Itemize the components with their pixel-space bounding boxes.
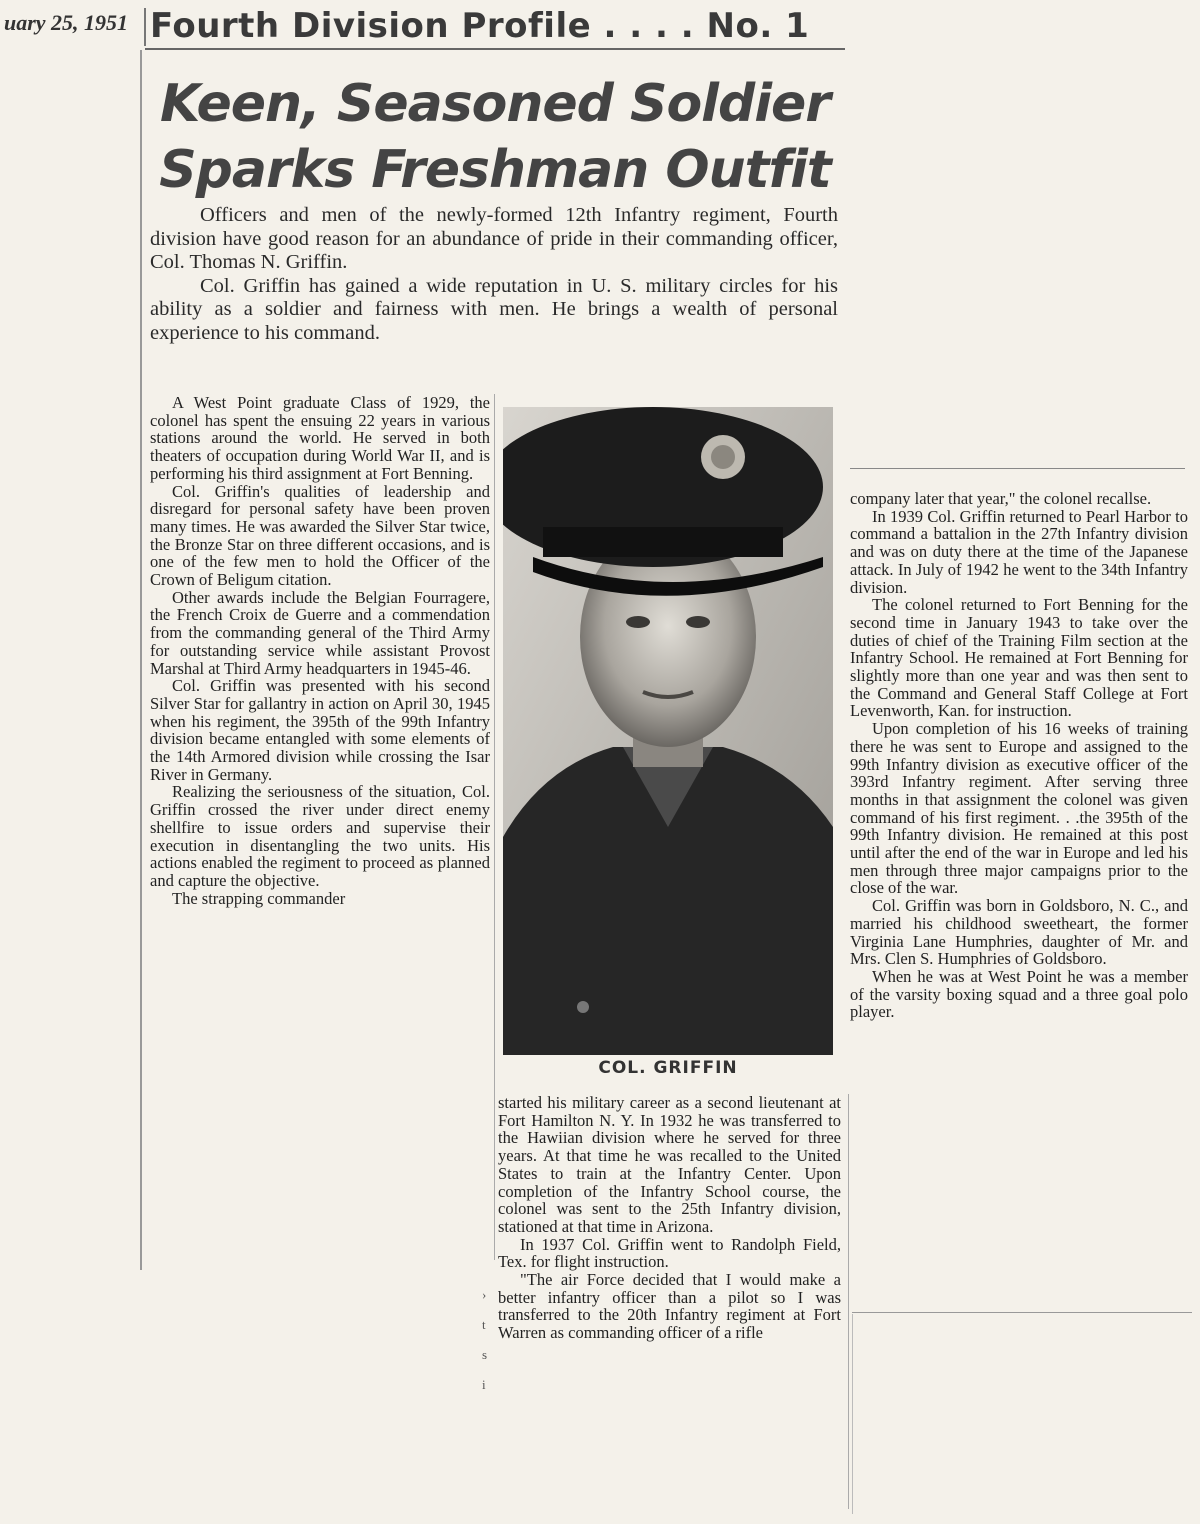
- headline-line-1: Keen, Seasoned Soldier: [160, 74, 830, 134]
- col2-paragraph: started his military career as a second lieutenant at Fort Hamilton N. Y. In 1932 he was transferred to the Hawiian division where he served for three years. At that time he was recalled to the United States to train at the Infantry Center. Upon completion of the Infantry School course, the colonel was sent to the 25th Infantry division, stationed at that time in Arizona.: [498, 1093, 841, 1236]
- dateline: uary 25, 1951: [4, 10, 129, 35]
- col3-paragraph: Upon completion of his 16 weeks of training there he was sent to Europe and assigned to the 99th Infantry division as executive officer of the 393rd Infantry regiment. After serving three months in that assignment the colonel was given command of his first regiment. . .the 395th of the 99th Infantry division. He remained at this post until after the end of the war in Europe and led his men through three major campaigns prior to the close of the war.: [850, 719, 1188, 898]
- article-column-3: [850, 490, 1188, 1021]
- margin-mark: t: [482, 1317, 486, 1332]
- section-header: Fourth Division Profile . . . . No. 1: [150, 6, 810, 46]
- header-rule: [145, 48, 845, 50]
- col3-paragraph: The colonel returned to Fort Benning for the second time in January 1943 to take over the duties of chief of the Training Film section at the Infantry School. He remained at Fort Benning for slightly more than one year and was then sent to the Command and General Staff College at Fort Levenworth, Kan. for instruction.: [850, 595, 1188, 721]
- col2-paragraph: "The air Force decided that I would make a better infantry officer than a pilot so I was transferred to the 20th Infantry regiment at Fort Warren as commanding officer of a rifle: [498, 1270, 841, 1343]
- column-3-top-rule: [850, 468, 1185, 469]
- left-border: [140, 50, 142, 1270]
- article-intro: [150, 204, 838, 345]
- col1-paragraph: Realizing the seriousness of the situation, Col. Griffin crossed the river under direct enemy shellfire to issue orders and supervise their execution in disentangling the two units. His actions enabled the regiment to proceed as planned and capture the objective.: [150, 782, 490, 890]
- portrait-photo: [503, 407, 833, 1055]
- intro-paragraph-1: Officers and men of the newly-formed 12th Infantry regiment, Fourth division have good reason for an abundance of pride in their commanding officer, Col. Thomas N. Griffin.: [150, 204, 838, 273]
- col3-paragraph: company later that year," the colonel recallse.: [850, 489, 1152, 508]
- photo-caption: COL. GRIFFIN: [598, 1058, 738, 1078]
- col1-paragraph: A West Point graduate Class of 1929, the colonel has spent the ensuing 22 years in various stations around the world. He served in both theaters of occupation during World War II, and is performing his third assignment at Fort Benning.: [150, 393, 490, 483]
- article-column-2: [498, 1094, 841, 1342]
- col3-paragraph: When he was at West Point he was a member of the varsity boxing squad and a three goal polo player.: [850, 966, 1188, 1022]
- col1-paragraph: The strapping commander: [172, 888, 346, 908]
- col2-paragraph: In 1937 Col. Griffin went to Randolph Field, Tex. for flight instruction.: [498, 1234, 841, 1272]
- column-3-bottom-edge: [852, 1314, 853, 1514]
- column-3-bottom-rule: [852, 1312, 1192, 1313]
- col3-paragraph: Col. Griffin was born in Goldsboro, N. C., and married his childhood sweetheart, the former Virginia Lane Humphries, daughter of Mr. and Mrs. Clen S. Humphries of Goldsboro.: [850, 896, 1188, 969]
- intro-paragraph-2: Col. Griffin has gained a wide reputation in U. S. military circles for his ability as a soldier and fairness with men. He brings a wealth of personal experience to his command.: [150, 274, 838, 344]
- margin-mark: s: [482, 1347, 488, 1362]
- margin-marks: [482, 1280, 494, 1400]
- margin-mark: ›: [482, 1287, 487, 1302]
- header-divider: [144, 8, 146, 46]
- col1-paragraph: Col. Griffin was presented with his second Silver Star for gallantry in action on April 30, 1945 when his regiment, the 395th of the 99th Infantry division became entangled with some elements of the 14th Armored division while crossing the Isar River in Germany.: [150, 676, 490, 784]
- margin-mark: i: [482, 1377, 486, 1392]
- col1-paragraph: Other awards include the Belgian Fourragere, the French Croix de Guerre and a commendation from the commanding general of the Third Army for outstanding service while assistant Provost Marshal at Third Army headquarters in 1945-46.: [150, 587, 490, 678]
- article-column-1: [150, 394, 490, 907]
- column-divider: [494, 394, 495, 1260]
- column-divider: [848, 1094, 849, 1509]
- headline-line-2: Sparks Freshman Outfit: [159, 140, 831, 200]
- col1-paragraph: Col. Griffin's qualities of leadership and disregard for personal safety have been proven many times. He was awarded the Silver Star twice, the Bronze Star on three different occasions, and is one of the few men to hold the Officer of the Crown of Beligum citation.: [150, 481, 490, 590]
- col3-paragraph: In 1939 Col. Griffin returned to Pearl Harbor to command a battalion in the 27th Infantry division and was on duty there at the time of the Japanese attack. In July of 1942 he went to the 34th Infantry division.: [850, 506, 1188, 597]
- portrait-photo-image: [503, 407, 833, 1055]
